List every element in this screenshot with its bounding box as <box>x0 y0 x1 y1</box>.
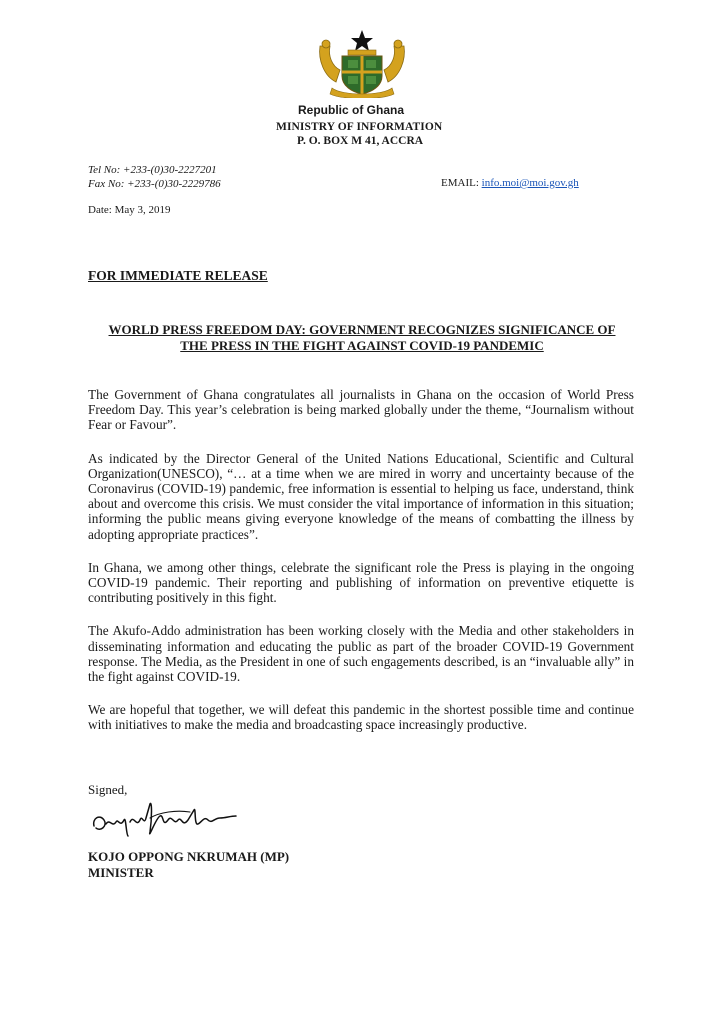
body-paragraph: We are hopeful that together, we will defeat this pandemic in the shortest possible time and continue with initiatives to make the media and broadcasting space increasingly productive. <box>88 702 634 733</box>
signatory-name: KOJO OPPONG NKRUMAH (MP) <box>88 849 290 864</box>
fax-number: Fax No: +233-(0)30-2229786 <box>88 178 221 190</box>
release-date: Date: May 3, 2019 <box>88 204 171 216</box>
ministry-address: P. O. BOX M 41, ACCRA <box>297 135 424 147</box>
email-label: EMAIL: <box>441 177 479 189</box>
body-paragraph: In Ghana, we among other things, celebrate the significant role the Press is playing in the ongoing COVID-19 pandemic. Their reporting and publishing of information on preventive etiquette is contributing positively in this fight. <box>88 559 634 606</box>
press-release-body <box>88 387 634 751</box>
tel-number: Tel No: +233-(0)30-2227201 <box>88 164 217 176</box>
country-name: Republic of Ghana <box>298 103 405 117</box>
body-paragraph: The Government of Ghana congratulates all journalists in Ghana on the occasion of World Press Freedom Day. This year’s celebration is being marked globally under the theme, “Journalism without Fear or Favour”. <box>88 387 634 433</box>
signed-label: Signed, <box>88 782 128 797</box>
body-paragraph: As indicated by the Director General of the United Nations Educational, Scientific and Cultural Organization(UNESCO), “… at a time when we are mired in worry and uncertainty because of the Coronavirus (COVID-19) pandemic, free information is essential to helping us face, understand, think about and overcome this crisis. We must consider the vital importance of information in this situation; informing the public means giving everyone knowledge of the means of combatting the illness by adopting appropriate practices”. <box>88 450 634 542</box>
signatory <box>88 849 289 881</box>
email-link[interactable]: info.moi@moi.gov.gh <box>481 177 579 189</box>
ministry-name: MINISTRY OF INFORMATION <box>276 121 443 133</box>
body-paragraph: The Akufo-Addo administration has been working closely with the Media and other stakeholders in disseminating information and educating the public as part of the broader COVID-19 Government response. The Media, as the President in one of such engagements described, is an “invaluable ally” in the fight against COVID-19. <box>88 623 634 685</box>
email-block <box>441 177 579 189</box>
ghana-coat-of-arms-icon <box>312 26 412 98</box>
contact-numbers <box>88 163 221 191</box>
handwritten-signature-icon <box>90 798 240 843</box>
release-label: FOR IMMEDIATE RELEASE <box>88 268 268 283</box>
signatory-title: MINISTER <box>88 865 154 880</box>
press-release-headline: WORLD PRESS FREEDOM DAY: GOVERNMENT RECOGNIZES SIGNIFICANCE OF THE PRESS IN THE FIGHT AGAINST COVID-19 PANDEMIC <box>108 322 616 353</box>
